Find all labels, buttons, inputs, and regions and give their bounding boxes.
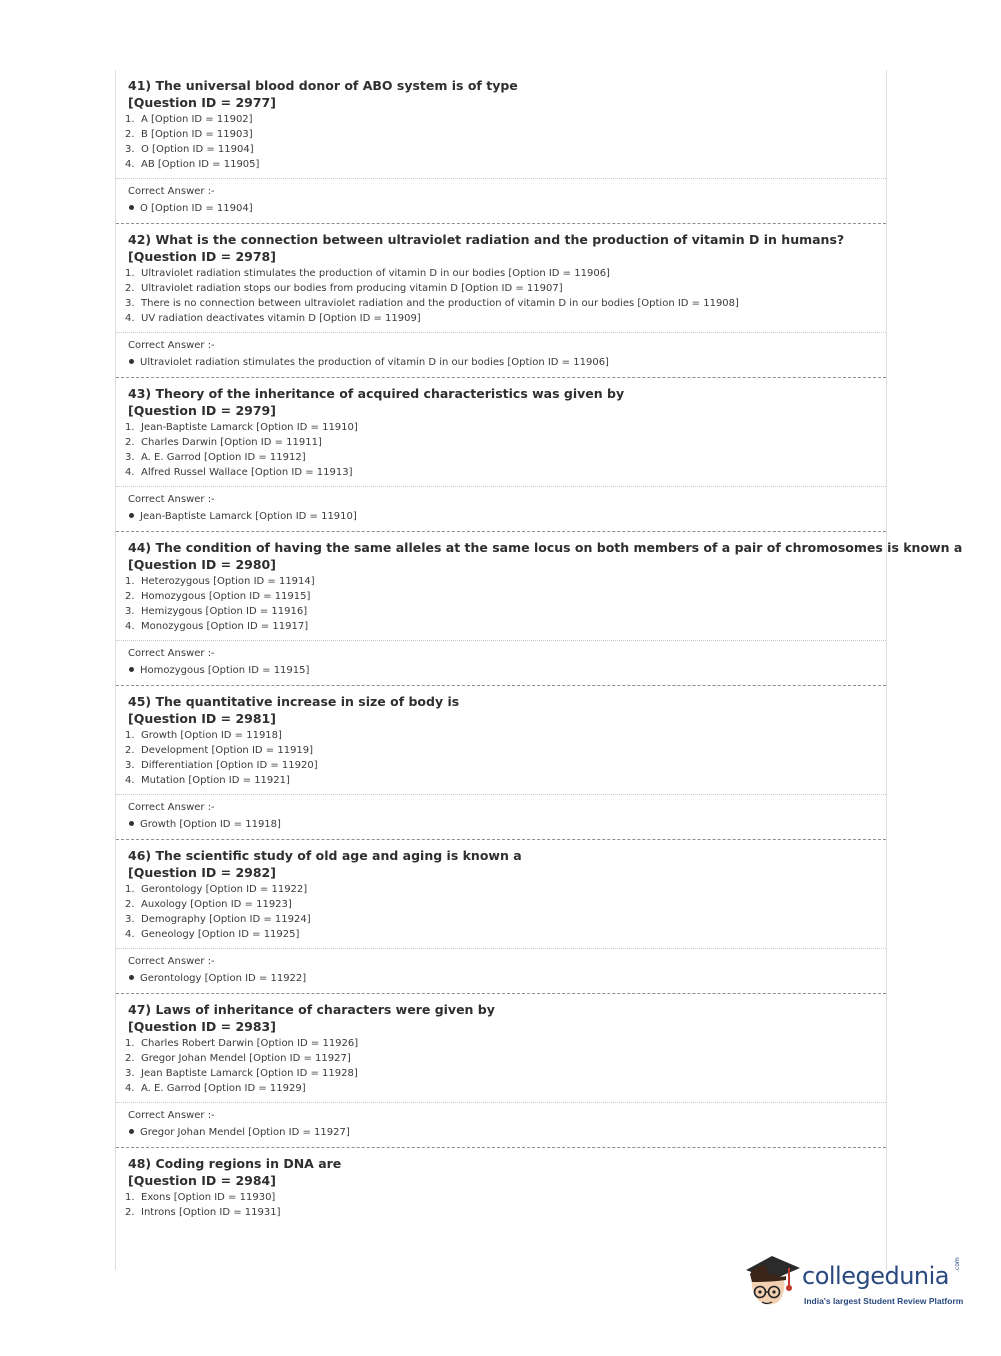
option-item: 1. Growth [Option ID = 11918] bbox=[125, 730, 282, 741]
option-item: 3. A. E. Garrod [Option ID = 11912] bbox=[125, 452, 306, 463]
answer-label: Correct Answer :- bbox=[128, 1110, 215, 1121]
answer-block bbox=[116, 486, 886, 532]
answer-label: Correct Answer :- bbox=[128, 340, 215, 351]
options-list bbox=[125, 1190, 886, 1220]
bullet-icon bbox=[129, 821, 134, 826]
question-title: 47) Laws of inheritance of characters were given by bbox=[128, 1002, 495, 1017]
options-list bbox=[125, 882, 886, 942]
option-item: 1. Gerontology [Option ID = 11922] bbox=[125, 884, 308, 895]
question-block bbox=[116, 1148, 886, 1228]
answer-label: Correct Answer :- bbox=[128, 648, 215, 659]
option-item: 1. Heterozygous [Option ID = 11914] bbox=[125, 576, 315, 587]
answer-block bbox=[116, 178, 886, 224]
options-list bbox=[125, 1036, 886, 1096]
option-item: 1. Ultraviolet radiation stimulates the production of vitamin D in our bodies [Option ID = 11906] bbox=[125, 268, 610, 279]
question-id: [Question ID = 2983] bbox=[128, 1019, 276, 1034]
option-item: 1. Charles Robert Darwin [Option ID = 11926] bbox=[125, 1038, 359, 1049]
bullet-icon bbox=[129, 513, 134, 518]
option-item: 1. Exons [Option ID = 11930] bbox=[125, 1192, 276, 1203]
question-title: 46) The scientific study of old age and aging is known a bbox=[128, 848, 522, 863]
question-title: 44) The condition of having the same alleles at the same locus on both members of a pair of chromosomes is known a bbox=[128, 540, 963, 555]
option-item: 2. Introns [Option ID = 11931] bbox=[125, 1207, 281, 1218]
question-id: [Question ID = 2982] bbox=[128, 865, 276, 880]
option-item: 2. Development [Option ID = 11919] bbox=[125, 745, 314, 756]
options-list bbox=[125, 112, 886, 172]
logo-tagline: India's largest Student Review Platform bbox=[804, 1296, 964, 1306]
options-list bbox=[125, 728, 886, 788]
option-item: 4. Geneology [Option ID = 11925] bbox=[125, 929, 300, 940]
correct-answer: Gerontology [Option ID = 11922] bbox=[128, 972, 886, 986]
bullet-icon bbox=[129, 667, 134, 672]
option-item: 2. Charles Darwin [Option ID = 11911] bbox=[125, 437, 322, 448]
option-item: 3. Jean Baptiste Lamarck [Option ID = 11928] bbox=[125, 1068, 358, 1079]
question-block bbox=[116, 840, 886, 994]
mascot-icon bbox=[742, 1250, 802, 1312]
answer-label: Correct Answer :- bbox=[128, 956, 215, 967]
options-list bbox=[125, 266, 886, 326]
correct-answer: Growth [Option ID = 11918] bbox=[128, 818, 886, 832]
question-title: 43) Theory of the inheritance of acquired characteristics was given by bbox=[128, 386, 625, 401]
option-item: 3. Hemizygous [Option ID = 11916] bbox=[125, 606, 308, 617]
question-block bbox=[116, 378, 886, 532]
answer-block bbox=[116, 794, 886, 840]
question-id: [Question ID = 2977] bbox=[128, 95, 276, 110]
correct-answer: Gregor Johan Mendel [Option ID = 11927] bbox=[128, 1126, 886, 1140]
option-item: 2. Ultraviolet radiation stops our bodies from producing vitamin D [Option ID = 11907] bbox=[125, 283, 563, 294]
question-id: [Question ID = 2979] bbox=[128, 403, 276, 418]
option-item: 2. Homozygous [Option ID = 11915] bbox=[125, 591, 311, 602]
option-item: 4. Mutation [Option ID = 11921] bbox=[125, 775, 290, 786]
answer-label: Correct Answer :- bbox=[128, 186, 215, 197]
option-item: 3. Demography [Option ID = 11924] bbox=[125, 914, 311, 925]
question-title: 45) The quantitative increase in size of body is bbox=[128, 694, 460, 709]
option-item: 3. There is no connection between ultraviolet radiation and the production of vitamin D in our bodies [Option ID = 11908] bbox=[125, 298, 739, 309]
correct-answer: Jean-Baptiste Lamarck [Option ID = 11910] bbox=[128, 510, 886, 524]
correct-answer: O [Option ID = 11904] bbox=[128, 202, 886, 216]
option-item: 4. UV radiation deactivates vitamin D [Option ID = 11909] bbox=[125, 313, 421, 324]
option-item: 3. Differentiation [Option ID = 11920] bbox=[125, 760, 318, 771]
option-item: 1. A [Option ID = 11902] bbox=[125, 114, 253, 125]
question-block bbox=[116, 686, 886, 840]
answer-block bbox=[116, 1102, 886, 1148]
correct-answer: Homozygous [Option ID = 11915] bbox=[128, 664, 886, 678]
bullet-icon bbox=[129, 359, 134, 364]
bullet-icon bbox=[129, 975, 134, 980]
options-list bbox=[125, 574, 886, 634]
question-title: 41) The universal blood donor of ABO system is of type bbox=[128, 78, 518, 93]
option-item: 2. B [Option ID = 11903] bbox=[125, 129, 253, 140]
bullet-icon bbox=[129, 205, 134, 210]
question-id: [Question ID = 2978] bbox=[128, 249, 276, 264]
options-list bbox=[125, 420, 886, 480]
question-block bbox=[116, 224, 886, 378]
question-id: [Question ID = 2981] bbox=[128, 711, 276, 726]
option-item: 4. AB [Option ID = 11905] bbox=[125, 159, 260, 170]
question-title: 42) What is the connection between ultraviolet radiation and the production of vitamin D in humans? bbox=[128, 232, 845, 247]
answer-label: Correct Answer :- bbox=[128, 802, 215, 813]
option-item: 4. Monozygous [Option ID = 11917] bbox=[125, 621, 309, 632]
option-item: 2. Gregor Johan Mendel [Option ID = 11927] bbox=[125, 1053, 351, 1064]
collegedunia-logo bbox=[742, 1250, 972, 1320]
question-block bbox=[116, 70, 886, 224]
answer-block bbox=[116, 332, 886, 378]
answer-block bbox=[116, 640, 886, 686]
option-item: 4. A. E. Garrod [Option ID = 11929] bbox=[125, 1083, 306, 1094]
logo-domain-suffix: .com bbox=[954, 1257, 961, 1272]
correct-answer: Ultraviolet radiation stimulates the production of vitamin D in our bodies [Option ID = 11906] bbox=[128, 356, 886, 370]
logo-wordmark: collegedunia bbox=[802, 1262, 950, 1290]
option-item: 2. Auxology [Option ID = 11923] bbox=[125, 899, 292, 910]
option-item: 1. Jean-Baptiste Lamarck [Option ID = 11910] bbox=[125, 422, 358, 433]
answer-label: Correct Answer :- bbox=[128, 494, 215, 505]
question-block bbox=[116, 994, 886, 1148]
option-item: 4. Alfred Russel Wallace [Option ID = 11913] bbox=[125, 467, 353, 478]
option-item: 3. O [Option ID = 11904] bbox=[125, 144, 254, 155]
question-id: [Question ID = 2980] bbox=[128, 557, 276, 572]
answer-block bbox=[116, 948, 886, 994]
question-title: 48) Coding regions in DNA are bbox=[128, 1156, 342, 1171]
question-block bbox=[116, 532, 963, 686]
bullet-icon bbox=[129, 1129, 134, 1134]
question-id: [Question ID = 2984] bbox=[128, 1173, 276, 1188]
